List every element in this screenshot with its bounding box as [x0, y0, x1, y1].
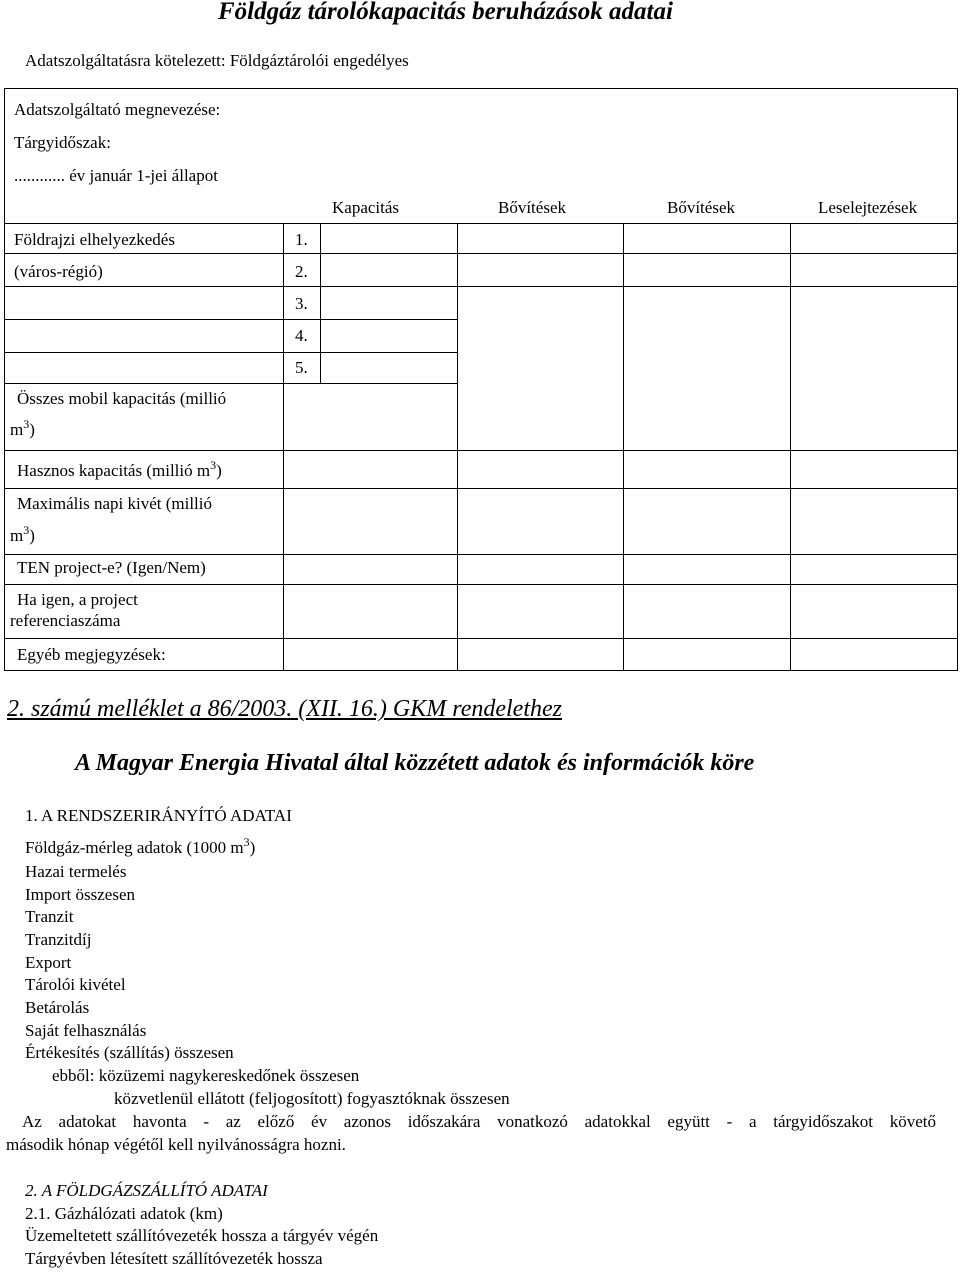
list-item: Import összesen [25, 885, 136, 904]
form-title: Földgáz tárolókapacitás beruházások adatai [218, 0, 673, 25]
max-daily-withdrawal-unit: $m^3$) [10, 523, 35, 545]
useful-capacity-label: Hasznos kapacitás (millió $m^3$) [17, 458, 222, 480]
location-label: Földrajzi elhelyezkedés [14, 230, 175, 249]
row-number-3: 3. [295, 294, 308, 313]
row-number-1: 1. [295, 230, 308, 249]
other-notes-label: Egyéb megjegyzések: [17, 645, 166, 664]
row-number-2: 2. [295, 262, 308, 281]
list-item: Betárolás [25, 998, 90, 1017]
max-daily-withdrawal-label: Maximális napi kivét (millió [17, 494, 213, 513]
row-number-5: 5. [295, 358, 308, 377]
project-ref-label-1: Ha igen, a project [17, 590, 138, 609]
col-decommission: Leselejtezések [818, 198, 918, 217]
publication-note-line-2: második hónap végétől kell nyilvánosságra hozni. [6, 1135, 346, 1154]
location-sublabel: (város-régió) [14, 262, 103, 281]
balance-label: Földgáz-mérleg adatok (1000 $m^3$) [25, 835, 256, 857]
section21-heading: 2.1. Gázhálózati adatok (km) [25, 1204, 223, 1223]
section1-heading: 1. A RENDSZERIRÁNYÍTÓ ADATAI [25, 806, 292, 825]
total-mobile-capacity-unit: $m^3$) [10, 417, 35, 439]
ten-project-label: TEN project-e? (Igen/Nem) [17, 558, 206, 577]
list-item: Hazai termelés [25, 862, 127, 881]
project-ref-label-2: referenciaszáma [10, 611, 121, 630]
col-expansion-1: Bővítések [498, 198, 566, 217]
section2-heading: 2. A FÖLDGÁZSZÁLLÍTÓ ADATAI [25, 1181, 268, 1200]
of-which-line: ebből: közüzemi nagykereskedőnek összesen [52, 1066, 360, 1085]
annex-subtitle: A Magyar Energia Hivatal által közzétett adatok és információk köre [75, 750, 755, 776]
provider-name-label: Adatszolgáltató megnevezése: [14, 100, 221, 119]
list-item: Export [25, 953, 72, 972]
annex-title: 2. számú melléklet a 86/2003. (XII. 16.) GKM rendelethez [7, 696, 562, 722]
new-pipeline-length-line: Tárgyévben létesített szállítóvezeték hossza [25, 1249, 323, 1268]
publication-note-line-1: Az adatokat havonta - az előző év azonos időszakára vonatkozó adatokkal együtt - a tárgyidőszakot követő [22, 1112, 936, 1131]
pipeline-length-line: Üzemeltetett szállítóvezeték hossza a tárgyév végén [25, 1226, 379, 1245]
list-item: Tranzitdíj [25, 930, 92, 949]
period-label: Tárgyidőszak: [14, 133, 111, 152]
period-state: ............ év január 1-jei állapot [14, 166, 218, 185]
direct-customers-line: közvetlenül ellátott (feljogosított) fogyasztóknak összesen [114, 1089, 510, 1108]
list-item: Saját felhasználás [25, 1021, 147, 1040]
list-item: Tranzit [25, 907, 74, 926]
col-expansion-2: Bővítések [667, 198, 735, 217]
obligated-line: Adatszolgáltatásra kötelezett: Földgáztárolói engedélyes [25, 51, 409, 70]
total-mobile-capacity-label: Összes mobil kapacitás (millió [17, 389, 227, 408]
list-item: Tárolói kivétel [25, 975, 126, 994]
row-number-4: 4. [295, 326, 308, 345]
list-item: Értékesítés (szállítás) összesen [25, 1043, 234, 1062]
col-capacity: Kapacitás [332, 198, 400, 217]
